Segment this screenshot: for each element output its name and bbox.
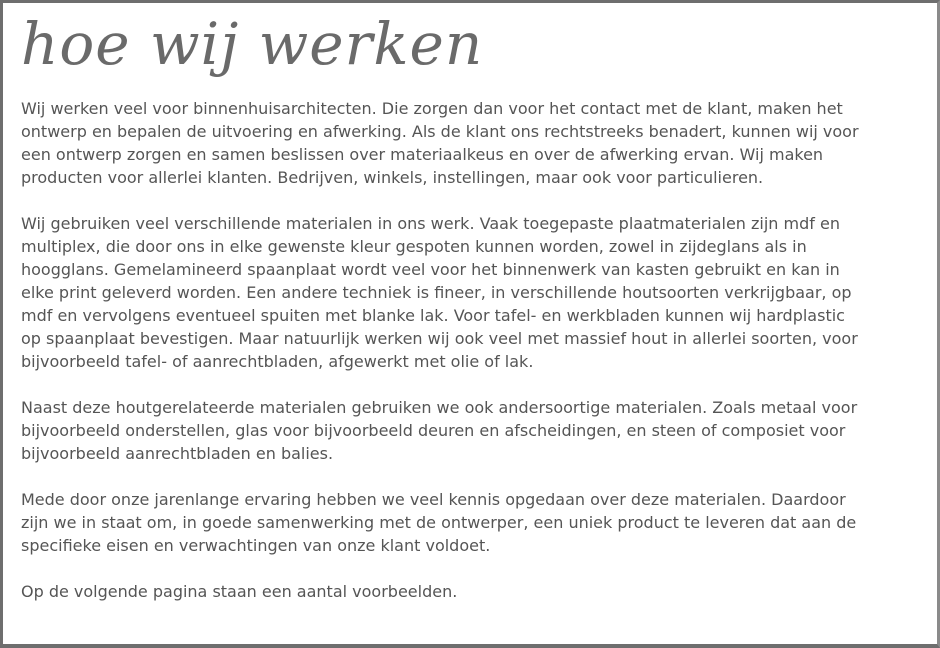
paragraph-other-materials bbox=[21, 396, 911, 465]
text-line: Wij gebruiken veel verschillende materialen in ons werk. Vaak toegepaste plaatmaterialen zijn mdf en bbox=[21, 214, 840, 233]
text-line: mdf en vervolgens eventueel spuiten met blanke lak. Voor tafel- en werkbladen kunnen wij hardplastic bbox=[21, 306, 845, 325]
text-line: ontwerp en bepalen de uitvoering en afwerking. Als de klant ons rechtstreeks benadert, kunnen wij voor bbox=[21, 122, 859, 141]
text-line: Mede door onze jarenlange ervaring hebben we veel kennis opgedaan over deze materialen. Daardoor bbox=[21, 490, 846, 509]
text-line: elke print geleverd worden. Een andere techniek is fineer, in verschillende houtsoorten verkrijgbaar, op bbox=[21, 283, 852, 302]
text-line: bijvoorbeeld aanrechtbladen en balies. bbox=[21, 444, 334, 463]
text-line: bijvoorbeeld onderstellen, glas voor bijvoorbeeld deuren en afscheidingen, en steen of composiet voor bbox=[21, 421, 846, 440]
page-title: hoe wij werken bbox=[21, 10, 484, 78]
paragraph-next-page bbox=[21, 580, 911, 603]
text-line: op spaanplaat bevestigen. Maar natuurlijk werken wij ook veel met massief hout in allerlei soorten, voor bbox=[21, 329, 858, 348]
text-line: specifieke eisen en verwachtingen van onze klant voldoet. bbox=[21, 536, 491, 555]
text-line: producten voor allerlei klanten. Bedrijven, winkels, instellingen, maar ook voor particulieren. bbox=[21, 168, 764, 187]
text-line: een ontwerp zorgen en samen beslissen over materiaalkeus en over de afwerking ervan. Wij maken bbox=[21, 145, 824, 164]
paragraph-clients bbox=[21, 97, 911, 189]
paragraph-experience bbox=[21, 488, 911, 557]
text-line: hoogglans. Gemelamineerd spaanplaat wordt veel voor het binnenwerk van kasten gebruikt en kan in bbox=[21, 260, 840, 279]
text-line: bijvoorbeeld tafel- of aanrechtbladen, afgewerkt met olie of lak. bbox=[21, 352, 534, 371]
paragraph-materials bbox=[21, 212, 911, 373]
text-line: multiplex, die door ons in elke gewenste kleur gespoten kunnen worden, zowel in zijdeglans als in bbox=[21, 237, 807, 256]
text-line: Wij werken veel voor binnenhuisarchitecten. Die zorgen dan voor het contact met de klant, maken het bbox=[21, 99, 843, 118]
text-line: Op de volgende pagina staan een aantal voorbeelden. bbox=[21, 582, 458, 601]
text-line: Naast deze houtgerelateerde materialen gebruiken we ook andersoortige materialen. Zoals metaal voor bbox=[21, 398, 858, 417]
text-line: zijn we in staat om, in goede samenwerking met de ontwerper, een uniek product te leveren dat aan de bbox=[21, 513, 857, 532]
article-body bbox=[21, 97, 911, 626]
